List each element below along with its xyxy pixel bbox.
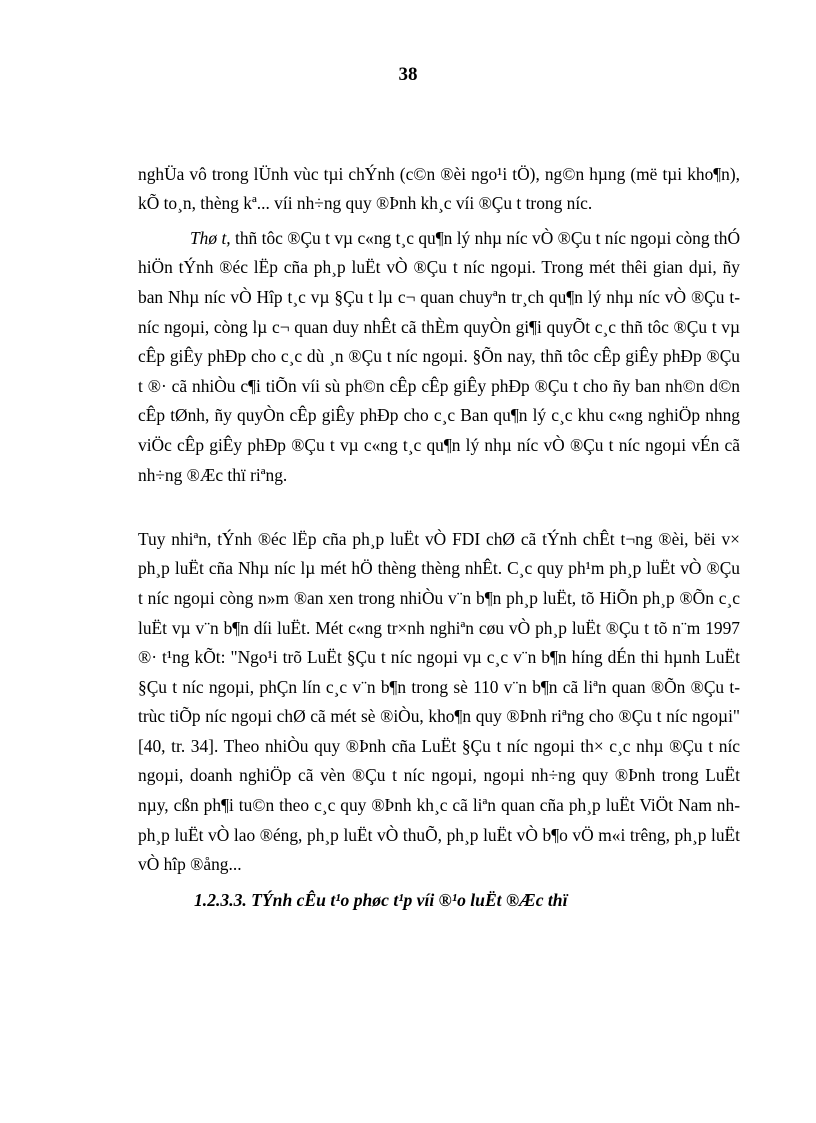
paragraph-1 [138, 130, 740, 219]
paragraph-3 [138, 495, 740, 880]
document-body [138, 130, 740, 915]
paragraph-3-text: Tuy nhiªn, tÝnh ®éc lËp cña ph¸p luËt vÒ FDI chØ cã tÝnh chÊt t¬ng ®èi, bëi v× ph¸p luËt cña Nhµ níc lµ mét hÖ thèng thèng nhÊt. C¸c quy ph¹m ph¸p luËt vÒ ®Çu t níc ngoµi còng n»m ®an xen trong nhiÒu v¨n b¶n ph¸p luËt, tõ HiÕn ph¸p ®Õn c¸c luËt vµ v¨n b¶n díi luËt. Mét c«ng tr×nh nghiªn cøu vÒ ph¸p luËt ®Çu t tõ n¨m 1997 ®· t¹ng kÕt: "Ngo¹i trõ LuËt §Çu t níc ngoµi vµ c¸c v¨n b¶n híng dÉn thi hµnh LuËt §Çu t níc ngoµi, phÇn lín c¸c v¨n b¶n trong sè 110 v¨n b¶n cã liªn quan ®Õn ®Çu t trùc tiÕp níc ngoµi chØ cã mét sè ®iÒu, kho¶n quy ®Þnh riªng cho ®Çu t níc ngoµi" [40, tr. 34]. Theo nhiÒu quy ®Þnh cña LuËt §Çu t níc ngoµi th× c¸c nhµ ®Çu t níc ngoµi, doanh nghiÖp cã vèn ®Çu t níc ngoµi, ngoµi nh÷ng quy ®Þnh trong LuËt nµy, cßn ph¶i tu©n theo c¸c quy ®Þnh kh¸c cã liªn quan cña ph¸p luËt ViÖt Nam nh ph¸p luËt vÒ lao ®éng, ph¸p luËt vÒ thuÕ, ph¸p luËt vÒ b¶o vÖ m«i trêng, ph¸p luËt vÒ hîp ®ång... [138, 528, 740, 875]
paragraph-2-text: thñ tôc ®Çu t vµ c«ng t¸c qu¶n lý nhµ níc vÒ ®Çu t níc ngoµi còng thÓ hiÖn tÝnh ®éc lËp cña ph¸p luËt vÒ ®Çu t níc ngoµi. Trong mét thêi gian dµi, ñy ban Nhµ níc vÒ Hîp t¸c vµ §Çu t lµ c¬ quan chuyªn tr¸ch qu¶n lý nhµ níc vÒ ®Çu t níc ngoµi, còng lµ c¬ quan duy nhÊt cã thÈm quyÒn gi¶i quyÕt c¸c thñ tôc ®Çu t vµ cÊp giÊy phÐp cho c¸c dù ¸n ®Çu t níc ngoµi. §Õn nay, thñ tôc cÊp giÊy phÐp ®Çu t ®· cã nhiÒu c¶i tiÕn víi sù ph©n cÊp cÊp giÊy phÐp ®Çu t cho ñy ban nh©n d©n cÊp tØnh, ñy quyÒn cÊp giÊy phÐp cho c¸c Ban qu¶n lý c¸c khu c«ng nghiÖp nhng viÖc cÊp giÊy phÐp ®Çu t vµ c«ng t¸c qu¶n lý nhµ níc vÒ ®Çu t níc ngoµi vÉn cã nh÷ng ®Æc thï riªng. [138, 227, 740, 485]
page-number: 38 [398, 64, 418, 85]
section-heading: 1.2.3.3. TÝnh cÊu t¹o phøc t¹p víi ®¹o luËt ®Æc thï [194, 889, 568, 910]
paragraph-2-lead: Thø t, [190, 227, 236, 248]
paragraph-1-text: nghÜa vô trong lÜnh vùc tµi chÝnh (c©n ®èi ngo¹i tÖ), ng©n hµng (më tµi kho¶n), kÕ to¸n, thèng kª... víi nh÷ng quy ®Þnh kh¸c víi ®Çu t trong níc. [138, 163, 740, 214]
paragraph-2 [138, 224, 740, 490]
